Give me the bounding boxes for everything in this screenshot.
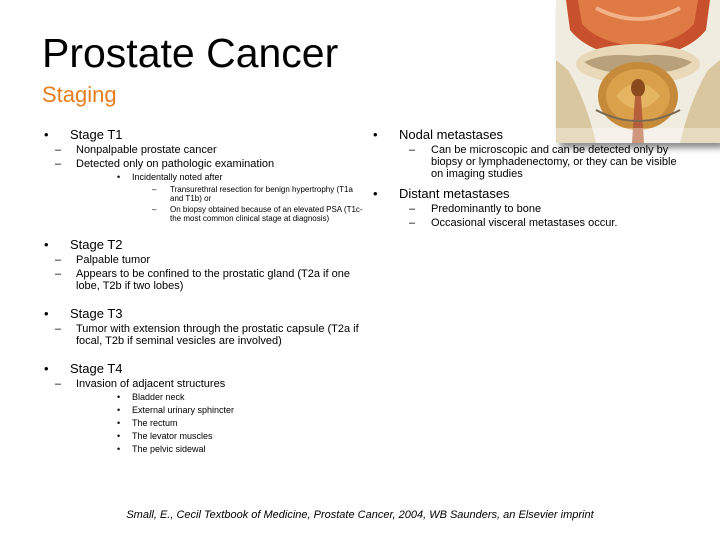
nodal-metastases-label: Nodal metastases (399, 127, 504, 142)
anatomy-illustration (556, 0, 720, 143)
t3-item (44, 323, 364, 347)
t2-item-text: Appears to be confined to the prostatic gland (T2a if one lobe, T2b if two lobes) (76, 268, 350, 292)
stage-t4 (44, 361, 364, 376)
t4-subitem (44, 392, 364, 403)
prostate-anatomy-image (556, 0, 720, 143)
t4-subitem (44, 431, 364, 442)
slide-subtitle: Staging (42, 82, 117, 107)
distant-metastases (373, 186, 683, 201)
t1-item-text: Nonpalpable prostate cancer (76, 144, 217, 156)
nodal-item-text: Can be microscopic and can be detected only by biopsy or lymphadenectomy, or they can be visible on imaging studies (431, 144, 677, 180)
t3-item-text: Tumor with extension through the prostatic capsule (T2a if focal, T2b if seminal vesicles are involved) (76, 323, 359, 347)
stage-t3-label: Stage T3 (70, 306, 123, 321)
t1-item (44, 158, 364, 170)
nodal-item (373, 144, 683, 180)
right-column (373, 127, 683, 229)
t4-subitem (44, 444, 364, 455)
stage-t1-label: Stage T1 (70, 127, 123, 142)
t2-item (44, 254, 364, 266)
citation: Small, E., Cecil Textbook of Medicine, Prostate Cancer, 2004, WB Saunders, an Elsevier imprint (126, 509, 594, 521)
stage-t2-label: Stage T2 (70, 237, 123, 252)
slide-title: Prostate Cancer (42, 30, 339, 76)
t4-subitem-text: The rectum (132, 418, 178, 428)
t1-item (44, 144, 364, 156)
t4-subitem-text: Bladder neck (132, 392, 185, 402)
t4-subitem-text: The levator muscles (132, 431, 213, 441)
t4-subitem-text: The pelvic sidewal (132, 444, 206, 454)
left-column (44, 127, 364, 455)
nodal-metastases (373, 127, 683, 142)
stage-t4-label: Stage T4 (70, 361, 123, 376)
t1-detail (44, 205, 364, 223)
distant-metastases-label: Distant metastases (399, 186, 510, 201)
t4-item-text: Invasion of adjacent structures (76, 378, 226, 390)
t4-subitem (44, 405, 364, 416)
t1-subitem-text: Incidentally noted after (132, 172, 223, 182)
t1-detail (44, 185, 364, 203)
t2-item (44, 268, 364, 292)
stage-t3 (44, 306, 364, 321)
stage-t2 (44, 237, 364, 252)
distant-item-text: Occasional visceral metastases occur. (431, 217, 618, 229)
distant-item (373, 203, 683, 215)
t4-subitem-text: External urinary sphincter (132, 405, 235, 415)
t4-item (44, 378, 364, 390)
distant-item-text: Predominantly to bone (431, 203, 542, 215)
t1-item-text: Detected only on pathologic examination (76, 158, 275, 170)
t1-detail-text: Transurethral resection for benign hypertrophy (T1a and T1b) or (170, 185, 353, 203)
t4-subitem (44, 418, 364, 429)
t1-subitem (44, 172, 364, 183)
distant-item (373, 217, 683, 229)
t1-detail-text: On biopsy obtained because of an elevated PSA (T1c-the most common clinical stage at diagnosis) (170, 205, 363, 223)
stage-t1 (44, 127, 364, 142)
t2-item-text: Palpable tumor (76, 254, 150, 266)
